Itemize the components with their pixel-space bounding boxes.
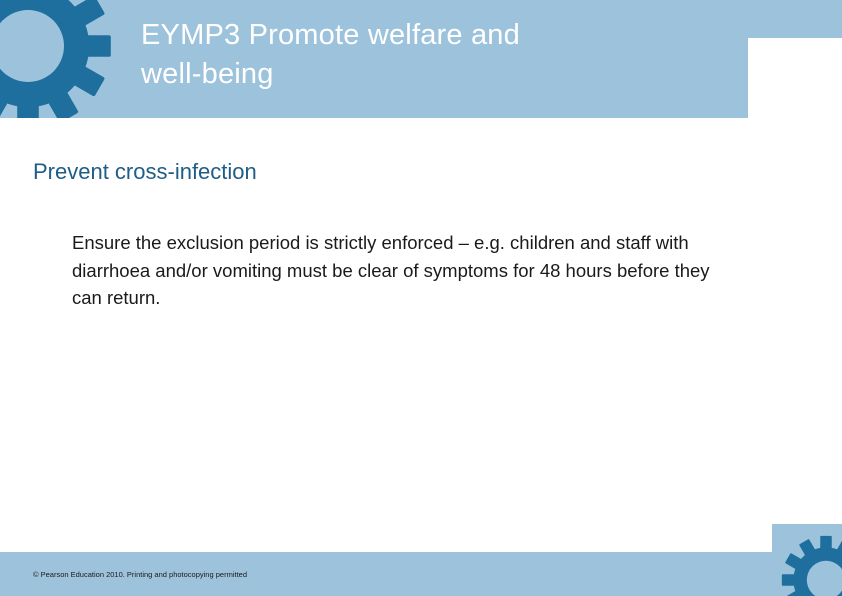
body-paragraph: Ensure the exclusion period is strictly enforced – e.g. children and staff with diarrhoea and/or vomiting must be clear of symptoms for 48 hours before they can return. bbox=[72, 232, 710, 308]
footer-band-extension bbox=[772, 524, 842, 596]
gear-icon bbox=[0, 0, 118, 118]
page-title-line-1: EYMP3 Promote welfare and bbox=[141, 19, 520, 51]
page-title-line-2: well-being bbox=[141, 58, 274, 90]
gear-icon bbox=[778, 532, 842, 596]
page-title bbox=[141, 16, 701, 94]
copyright-notice: © Pearson Education 2010. Printing and photocopying permitted bbox=[33, 570, 247, 579]
section-heading: Prevent cross-infection bbox=[33, 159, 257, 184]
header-band-extension bbox=[748, 0, 842, 38]
header-band bbox=[0, 0, 748, 118]
